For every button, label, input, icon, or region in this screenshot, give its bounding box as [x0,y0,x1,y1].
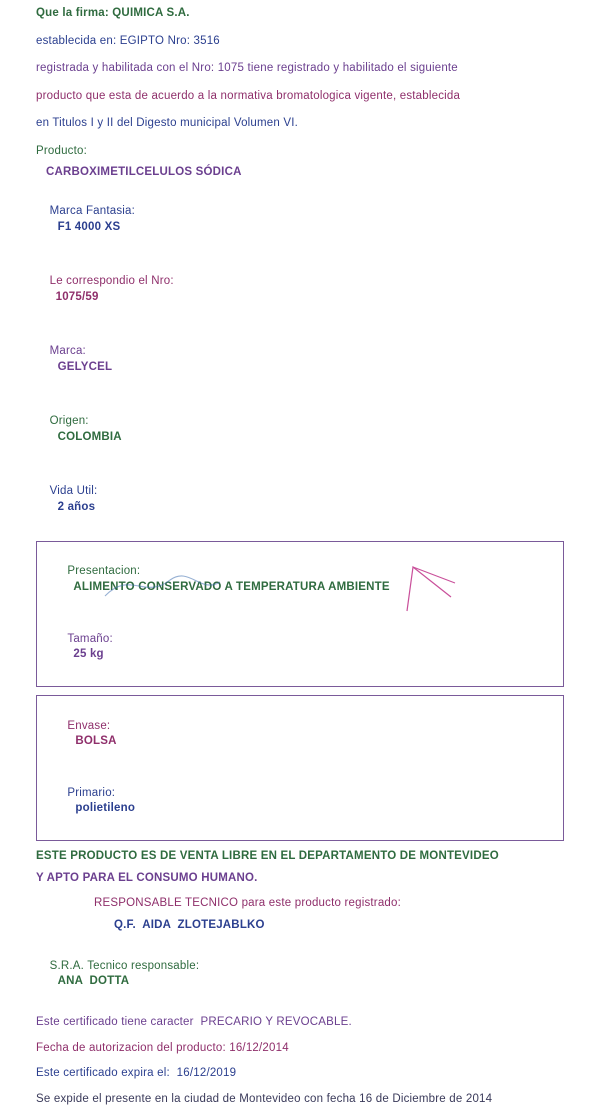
size-label: Tamaño: [67,632,113,645]
field-nro-correspondio-value: 1075/59 [55,290,99,303]
presentation-box [36,541,564,687]
product-name: CARBOXIMETILCELULOS SÓDICA [46,166,242,179]
text-line-firma: Que la firma: QUIMICA S.A. [36,7,190,19]
sra-row [36,943,564,1005]
primario-row [47,770,553,832]
sra-label: S.R.A. Tecnico responsable: [49,959,200,972]
field-origen [36,399,564,461]
presentation-row [47,549,553,611]
field-vida-util [36,469,564,531]
footer-expide: Se expide el presente en la ciudad de Montevideo con fecha 16 de Diciembre de 2014 [36,1092,493,1105]
size-row [47,616,553,678]
declaration-line-2: Y APTO PARA EL CONSUMO HUMANO. [36,871,258,884]
size-value: 25 kg [73,648,104,661]
field-nro-correspondio-label: Le correspondio el Nro: [49,275,174,288]
product-label: Producto: [36,144,88,157]
footer-caracter: Este certificado tiene caracter PRECARIO Y REVOCABLE. [36,1016,352,1029]
envase-row [47,703,553,765]
presentation-label: Presentacion: [67,565,141,578]
field-origen-value: COLOMBIA [57,430,122,443]
field-marca-fantasia [36,189,564,251]
sra-value: ANA DOTTA [57,975,130,988]
technical-name: Q.F. AIDA ZLOTEJABLKO [114,918,265,931]
field-marca-label: Marca: [49,345,86,358]
text-line-normativa: producto que esta de acuerdo a la normativa bromatologica vigente, establecida [36,89,461,102]
field-nro-correspondio [36,259,564,321]
field-origen-label: Origen: [49,415,89,428]
field-vida-util-value: 2 años [57,500,96,513]
text-line-registrada: registrada y habilitada con el Nro: 1075 tiene registrado y habilitado el siguiente [36,62,458,75]
declaration-line-1: ESTE PRODUCTO ES DE VENTA LIBRE EN EL DEPARTAMENTO DE MONTEVIDEO [36,850,499,863]
field-vida-util-label: Vida Util: [49,485,98,498]
text-line-titulos: en Titulos I y II del Digesto municipal Volumen VI. [36,117,299,130]
primario-value: polietileno [75,802,136,815]
field-marca-fantasia-label: Marca Fantasia: [49,205,136,218]
envase-value: BOLSA [75,735,117,748]
text-line-establecida: establecida en: EGIPTO Nro: 3516 [36,34,220,47]
footer-fecha-autorizacion: Fecha de autorizacion del producto: 16/12/2014 [36,1041,289,1054]
technical-heading: RESPONSABLE TECNICO para este producto registrado: [94,897,402,910]
field-marca [36,329,564,391]
field-marca-fantasia-value: F1 4000 XS [57,220,121,233]
presentation-value: ALIMENTO CONSERVADO A TEMPERATURA AMBIENTE [73,580,390,593]
envase-label: Envase: [67,719,111,732]
packaging-box [36,695,564,841]
field-marca-value: GELYCEL [57,360,113,373]
primario-label: Primario: [67,786,116,799]
footer-expira: Este certificado expira el: 16/12/2019 [36,1067,237,1080]
